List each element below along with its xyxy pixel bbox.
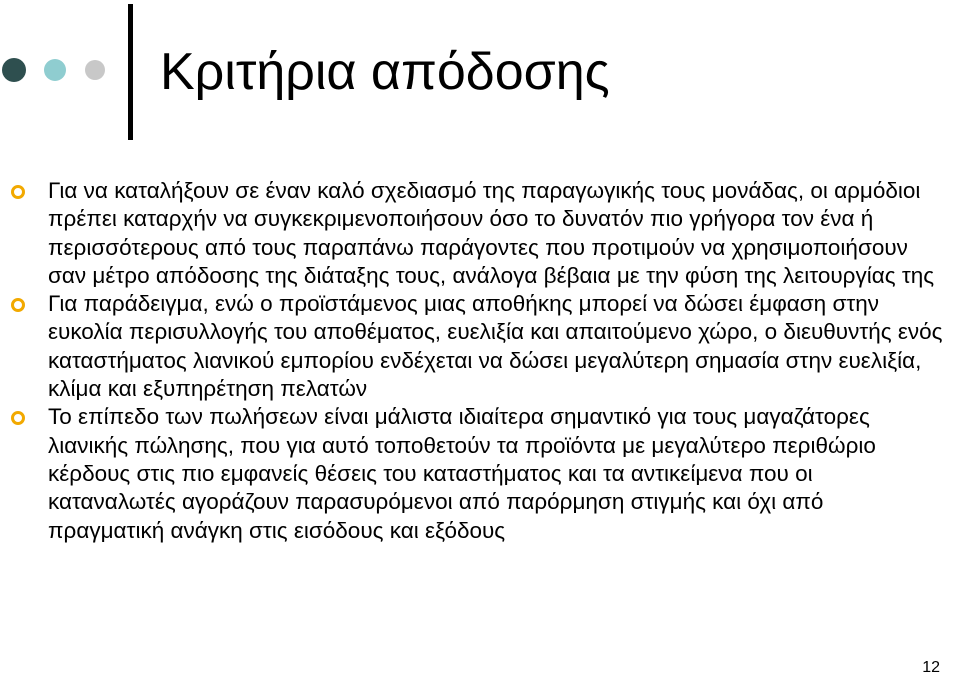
bullet-item [10,177,945,290]
page-number: 12 [922,659,940,676]
dark-dot-icon [2,58,26,82]
bullet-text: Για να καταλήξουν σε έναν καλό σχεδιασμό της παραγωγικής τους μονάδας, οι αρμόδιοι πρέπει καταρχήν να συγκεκριμενοποιήσουν όσο το δυνατόν πιο γρήγορα τον ένα ή περισσότερους από τους παραπάνω παράγοντες που προτιμούν να χρησιμοποιήσουν σαν μέτρο απόδοσης της διάταξης τους, ανάλογα βέβαια με την φύση της λειτουργίας της [48,178,935,288]
bullet-text: Για παράδειγμα, ενώ ο προϊστάμενος μιας αποθήκης μπορεί να δώσει έμφαση στην ευκολία περισυλλογής του αποθέματος, ευελιξία και απαιτούμενο χώρο, ο διευθυντής ενός καταστήματος λιανικού εμπορίου ενδέχεται να δώσει μεγαλύτερη σημασία στην ευελιξία, κλίμα και εξυπηρέτηση πελατών [48,291,943,402]
bullet-list [10,177,945,545]
ring-bullet-icon [10,184,26,200]
ring-bullet-icon [10,410,26,426]
slide-title: Κριτήρια απόδοσης [160,43,610,101]
light-blue-dot-icon [44,59,66,81]
bullet-item [10,290,945,403]
gray-dot-icon [85,60,105,80]
bullet-item [10,403,945,544]
bullet-text: Το επίπεδο των πωλήσεων είναι μάλιστα ιδιαίτερα σημαντικό για τους μαγαζάτορες λιανικής πώλησης, που για αυτό τοποθετούν τα προϊόντα με μεγαλύτερο περιθώριο κέρδους στις πιο εμφανείς θέσεις του καταστήματος και τα αντικείμενα που οι καταναλωτές αγοράζουν παρασυρόμενοι από παρόρμηση στιγμής και όχι από πραγματική ανάγκη στις εισόδους και εξόδους [48,404,876,543]
ring-bullet-icon [10,297,26,313]
title-divider [128,4,133,140]
decorative-dots [0,56,120,86]
